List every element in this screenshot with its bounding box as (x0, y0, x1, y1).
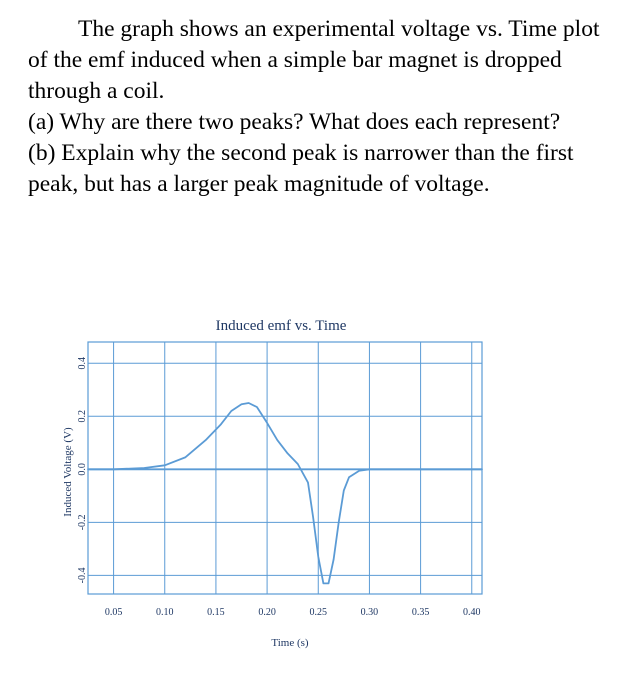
y-tick-label: 0.0 (77, 463, 88, 476)
x-tick-label: 0.30 (360, 607, 379, 618)
y-axis-ticks (77, 357, 88, 583)
question-part-b: (b) Explain why the second peak is narrower than the first peak, but has a larger peak magnitude of voltage. (28, 140, 574, 197)
question-part-a: (a) Why are there two peaks? What does each represent? (28, 109, 561, 135)
x-tick-label: 0.05 (104, 607, 123, 618)
x-tick-label: 0.25 (309, 607, 328, 618)
x-axis-ticks (105, 607, 481, 618)
y-tick-label: 0.4 (77, 356, 88, 370)
x-tick-label: 0.20 (258, 607, 276, 618)
x-axis-label: Time (s) (271, 637, 309, 649)
x-tick-label: 0.10 (156, 607, 174, 618)
chart-title: Induced emf vs. Time (215, 318, 347, 334)
x-tick-label: 0.15 (207, 607, 225, 618)
emf-chart-figure (0, 300, 634, 670)
question-intro: The graph shows an experimental voltage vs. Time plot of the emf induced when a simple bar magnet is dropped through a coil. (28, 16, 600, 104)
y-tick-label: -0.4 (77, 567, 88, 584)
x-tick-label: 0.40 (463, 607, 481, 618)
y-axis-label: Induced Voltage (V) (62, 427, 74, 517)
y-tick-label: -0.2 (77, 514, 88, 531)
series-layer (88, 403, 482, 583)
series-line-induced-emf (88, 403, 482, 583)
emf-chart (0, 300, 634, 670)
x-tick-label: 0.35 (411, 607, 430, 618)
y-tick-label: 0.2 (77, 410, 88, 423)
question-text (28, 14, 618, 200)
